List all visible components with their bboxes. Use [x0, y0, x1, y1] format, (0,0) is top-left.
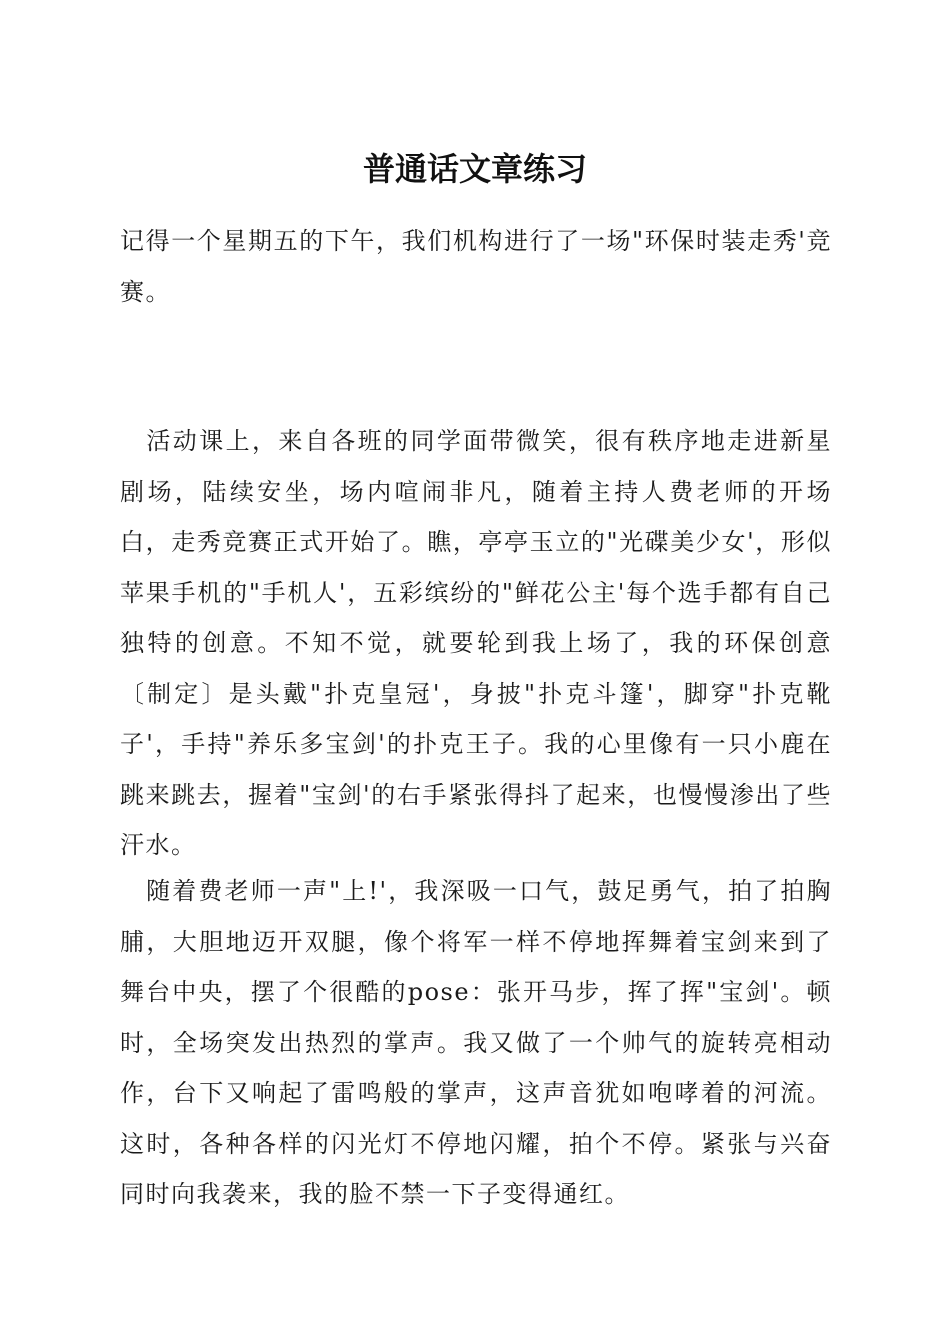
paragraph-activity: 活动课上，来自各班的同学面带微笑，很有秩序地走进新星剧场，陆续安坐，场内喧闹非凡，随着主持人费老师的开场白，走秀竞赛正式开始了。瞧，亭亭玉立的"光碟美少女'，形似苹果手机的"手机人'，五彩缤纷的"鲜花公主'每个选手都有自己独特的创意。不知不觉，就要轮到我上场了，我的环保创意〔制定〕是头戴"扑克皇冠'，身披"扑克斗篷'，脚穿"扑克靴子'，手持"养乐多宝剑'的扑克王子。我的心里像有一只小鹿在跳来跳去，握着"宝剑'的右手紧张得抖了起来，也慢慢渗出了些汗水。 [120, 427, 832, 859]
paragraph-performance: 随着费老师一声"上!'，我深吸一口气，鼓足勇气，拍了拍胸脯，大胆地迈开双腿，像个将军一样不停地挥舞着宝剑来到了舞台中央，摆了个很酷的pose：张开马步，挥了挥"宝剑'。顿时，全场突发出热烈的掌声。我又做了一个帅气的旋转亮相动作，台下又响起了雷鸣般的掌声，这声音犹如咆哮着的河流。这时，各种各样的闪光灯不停地闪耀，拍个不停。紧张与兴奋同时向我袭来，我的脸不禁一下子变得通红。 [120, 877, 832, 1208]
paragraph-intro: 记得一个星期五的下午，我们机构进行了一场"环保时装走秀'竞赛。 [120, 227, 832, 306]
page-title: 普通话文章练习 [362, 150, 587, 188]
